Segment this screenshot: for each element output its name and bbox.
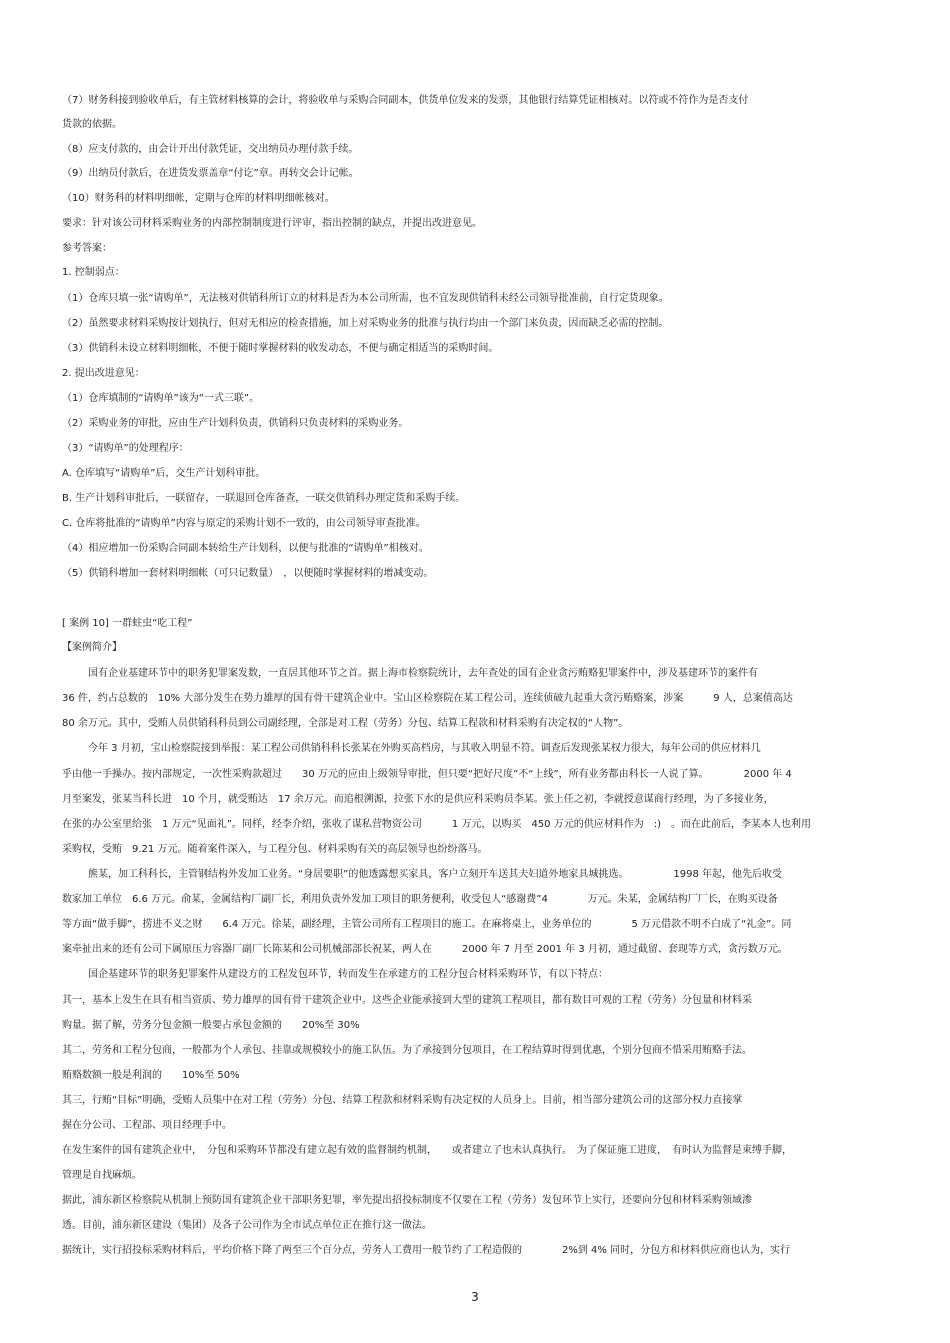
text-line: （1）仓库填制的“请购单”该为“一式三联”。 <box>62 393 260 404</box>
text-line: （2）采购业务的审批，应由生产计划科负责，供销科只负责材料的采购业务。 <box>62 418 409 429</box>
text-line: 在张的办公室里给张 1 万元“见面礼”。同样，经李介绍，张收了谋私营物资公司 1 万元，以购买 450 万元的供应材料作为 :) 。而在此前后，李某本人也利用 <box>62 819 811 830</box>
text-line: 参考答案： <box>62 243 112 254</box>
case-title: [ 案例 10] 一群蛀虫“吃工程” <box>62 618 193 629</box>
text-line: 乎由他一手操办。按内部规定，一次性采购款超过 30 万元的应由上级领导审批，但只要“把好尺度”不“上线”，所有业务都由科长一人说了算。 2000 年 4 <box>62 769 792 780</box>
text-line: （10）财务科的材料明细帐，定期与仓库的材料明细帐核对。 <box>62 193 335 204</box>
text-line: 数家加工单位 6.6 万元。俞某，金属结构厂副厂长，利用负责外发加工项目的职务便利，收受包人“感谢费”4 万元。朱某，金属结构厂厂长，在购买设备 <box>62 894 778 905</box>
text-line: 透。目前，浦东新区建设（集团）及各子公司作为全市试点单位正在推行这一做法。 <box>62 1220 432 1231</box>
text-line: 案牵扯出来的还有公司下属原压力容器厂副厂长陈某和公司机械部部长祝某，两人在 2000 年 7 月至 2001 年 3 月初，通过截留、套现等方式，贪污数万元。 <box>62 944 788 955</box>
text-line: （4）相应增加一份采购合同副本转给生产计划科，以便与批准的“请购单”相核对。 <box>62 543 429 554</box>
text-line: 国有企业基建环节中的职务犯罪案发数，一直居其他环节之首。据上海市检察院统计，去年查处的国有企业贪污贿赂犯罪案件中，涉及基建环节的案件有 <box>88 668 758 679</box>
text-line: C. 仓库将批准的“请购单”内容与原定的采购计划不一致的，由公司领导审查批准。 <box>62 518 426 529</box>
text-line: 购量。据了解，劳务分包金额一般要占承包金额的 20%至 30% <box>62 1020 360 1031</box>
case-subheading: 【案例简介】 <box>62 642 122 653</box>
section-heading: 2. 提出改进意见： <box>62 368 145 379</box>
text-line: 据统计，实行招投标采购材料后，平均价格下降了两至三个百分点，劳务人工费用一般节约了工程造假的 2%到 4% 同时，分包方和材料供应商也认为，实行 <box>62 1245 791 1256</box>
page-number: 3 <box>471 1290 479 1304</box>
text-line: 要求：针对该公司材料采购业务的内部控制制度进行评审，指出控制的缺点，并提出改进意见。 <box>62 218 482 229</box>
text-line: 握在分公司、工程部、项目经理手中。 <box>62 1120 232 1131</box>
text-line: B. 生产计划科审批后，一联留存，一联退回仓库备查，一联交供销科办理定货和采购手续。 <box>62 493 466 504</box>
text-line: 80 余万元。其中，受贿人员供销科科员到公司副经理，全部是对工程（劳务）分包、结算工程款和材料采购有决定权的“人物”。 <box>62 718 629 729</box>
text-line: 熊某，加工科科长，主管钢结构外发加工业务。“身居要职”的他透露想买家具，客户立刻开车送其夫妇道外地家具城挑选。 1998 年起，他先后收受 <box>88 869 782 880</box>
text-line: 36 件，约占总数的 10% 大部分发生在势力雄厚的国有骨干建筑企业中。宝山区检察院在某工程公司，连续侦破九起重大贪污贿赂案，涉案 9 人，总案值高达 <box>62 693 793 704</box>
text-line: （3）“请购单”的处理程序： <box>62 443 189 454</box>
text-line: （3）供销科未设立材料明细帐，不便于随时掌握材料的收发动态，不便与确定相适当的采购时间。 <box>62 343 499 354</box>
text-line: 货款的依据。 <box>62 119 122 130</box>
text-line: （7）财务科接到验收单后，有主管材料核算的会计，将验收单与采购合同副本，供货单位发来的发票，其他银行结算凭证相核对。以符或不符作为是否支付 <box>62 95 749 106</box>
text-line: （9）出纳员付款后，在进货发票盖章“付讫”章。再转交会计记帐。 <box>62 168 359 179</box>
text-line: （1）仓库只填一张“请购单”，无法核对供销科所订立的材料是否为本公司所需，也不宜发现供销科未经公司领导批准前，自行定货现象。 <box>62 293 669 304</box>
text-line: （2）虽然要求材料采购按计划执行，但对无相应的检查措施，加上对采购业务的批准与执行均由一个部门来负责，因而缺乏必需的控制。 <box>62 318 669 329</box>
text-line: 管理是自找麻烦。 <box>62 1170 142 1181</box>
text-line: （5）供销科增加一套材料明细帐（可只记数量） ，以便随时掌握材料的增减变动。 <box>62 568 434 579</box>
section-heading: 1. 控制弱点： <box>62 267 125 278</box>
text-line: 贿赂数额一般是利润的 10%至 50% <box>62 1070 240 1081</box>
text-line: 采购权，受贿 9.21 万元。随着案件深入，与工程分包、材料采购有关的高层领导也纷纷落马。 <box>62 844 488 855</box>
text-line: 其三，行贿“目标”明确，受贿人员集中在对工程（劳务）分包、结算工程款和材料采购有决定权的人员身上。目前，相当部分建筑公司的这部分权力直接掌 <box>62 1095 743 1106</box>
text-line: （8）应支付款的，由会计开出付款凭证，交出纳员办理付款手续。 <box>62 144 359 155</box>
text-line: 等方面“做手脚”，捞进不义之财 6.4 万元。徐某，副经理，主管公司所有工程项目的施工。在麻将桌上，业务单位的 5 万元借款不明不白成了“礼金”。同 <box>62 919 792 930</box>
text-line: 国企基建环节的职务犯罪案件从建设方的工程发包环节，转而发生在承建方的工程分包合材料采购环节，有以下特点： <box>88 969 608 980</box>
text-line: 据此，浦东新区检察院从机制上预防国有建筑企业干部职务犯罪，率先提出招投标制度不仅要在工程（劳务）发包环节上实行，还要向分包和材料采购领域渗 <box>62 1195 752 1206</box>
text-line: 在发生案件的国有建筑企业中， 分包和采购环节都没有建立起有效的监督制约机制， 或者建立了也未认真执行。 为了保证施工进度， 有时认为监督是束缚手脚， <box>62 1145 792 1156</box>
text-line: 其一，基本上发生在具有相当资质、势力雄厚的国有骨干建筑企业中。这些企业能承接到大型的建筑工程项目，都有数目可观的工程（劳务）分包量和材料采 <box>62 995 752 1006</box>
text-line: A. 仓库填写“请购单”后，交生产计划科审批。 <box>62 468 266 479</box>
text-line: 其二，劳务和工程分包商，一般都为个人承包、挂靠或规模较小的施工队伍。为了承接到分包项目，在工程结算时得到优惠，个别分包商不惜采用贿赂手法。 <box>62 1045 752 1056</box>
text-line: 月至案发，张某当科长进 10 个月，就受贿达 17 余万元。而追根溯源，拉张下水的是供应科采购员李某。张上任之初，李就授意谋商行经理，为了多接业务， <box>62 794 774 805</box>
text-line: 今年 3 月初，宝山检察院接到举报：某工程公司供销科科长张某在外购买高档房，与其收入明显不符。调查后发现张某权力很大，每年公司的供应材料几 <box>88 743 761 754</box>
